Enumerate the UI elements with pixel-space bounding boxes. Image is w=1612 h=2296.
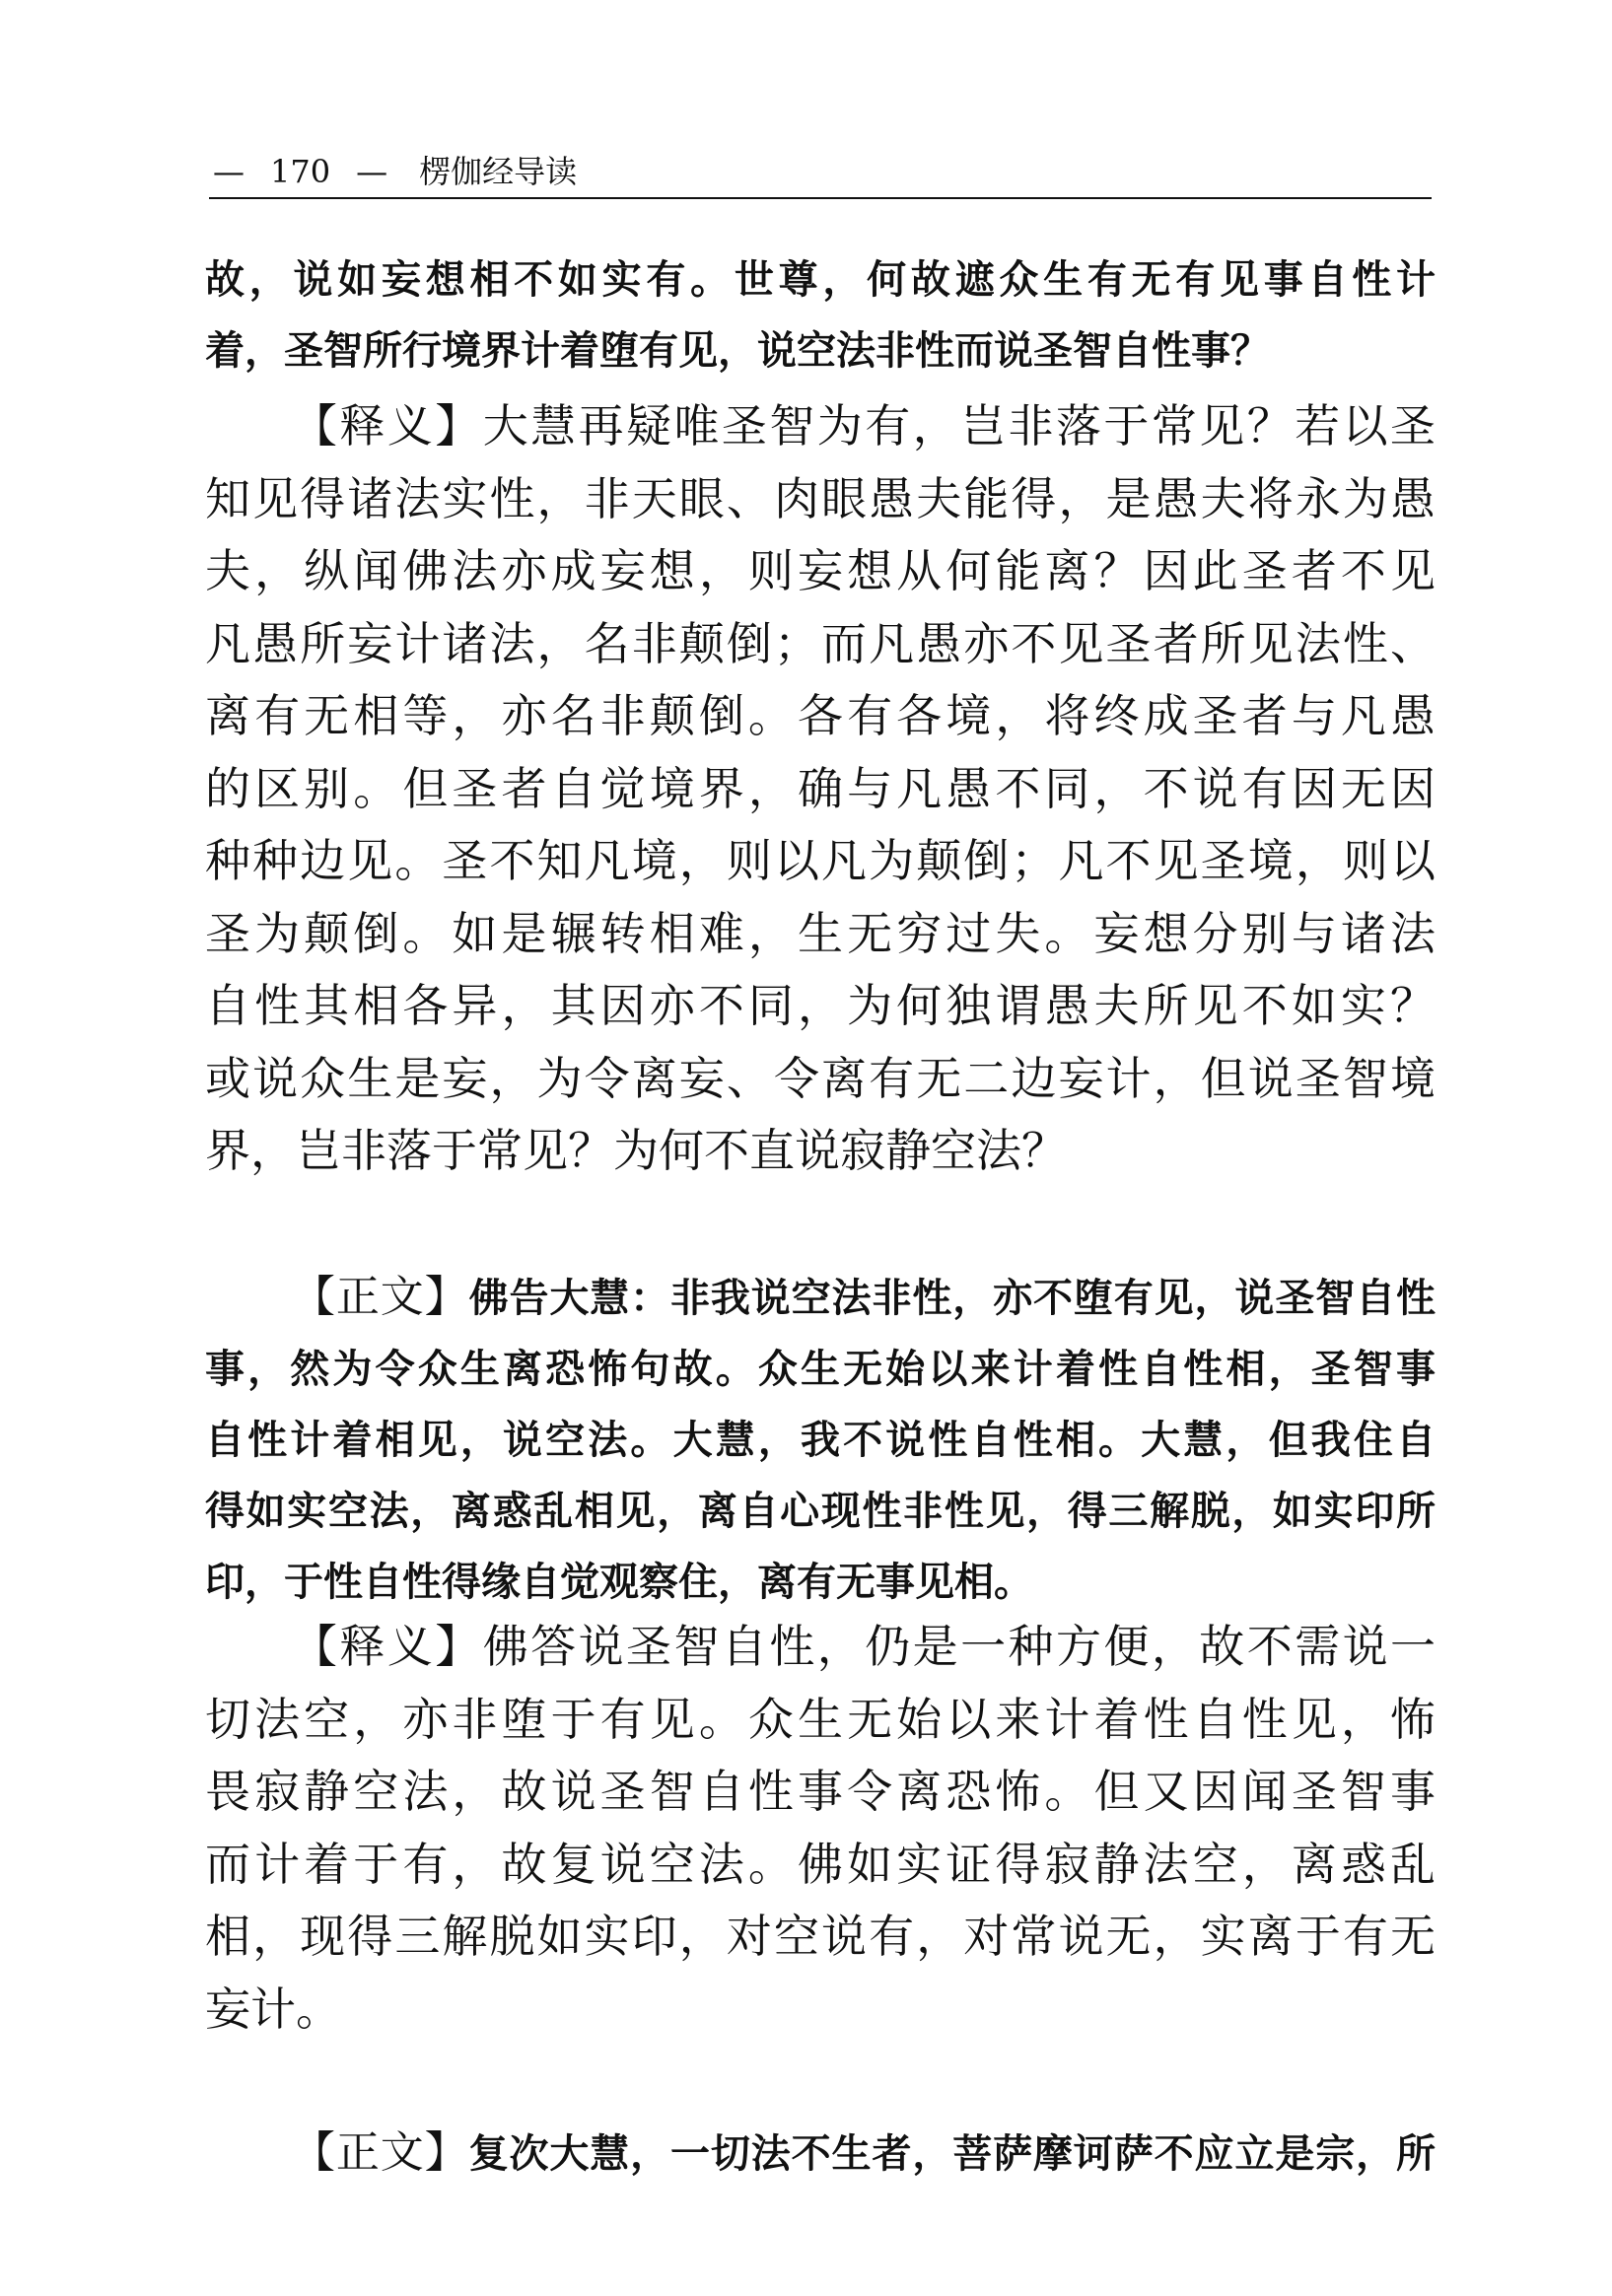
text-line: 印，于性自性得缘自觉观察住，离有无事见相。	[205, 1560, 1033, 1605]
main-text-tag: 【正文】	[292, 2127, 469, 2178]
main-text-2	[205, 1262, 1436, 1618]
header-dash-right: —	[356, 153, 388, 190]
main-text-tag: 【正文】	[292, 1272, 469, 1322]
text-line: 种种边见。圣不知凡境，则以凡为颠倒；凡不见圣境，则以	[205, 834, 1436, 887]
text-line: 的区别。但圣者自觉境界，确与凡愚不同，不说有因无因	[205, 761, 1436, 815]
text-line: 夫，纵闻佛法亦成妄想，则妄想从何能离？因此圣者不见	[205, 544, 1436, 597]
text-line: 【正文】复次大慧，一切法不生者，菩萨摩诃萨不应立是宗，所	[292, 2127, 1436, 2178]
text-line: 【释义】佛答说圣智自性，仍是一种方便，故不需说一	[292, 1620, 1436, 1673]
text-line: 知见得诸法实性，非天眼、肉眼愚夫能得，是愚夫将永为愚	[205, 471, 1436, 525]
text-line: 或说众生是妄，为令离妄、令离有无二边妄计，但说圣智境	[205, 1051, 1436, 1105]
text-line: 相，现得三解脱如实印，对空说有，对常说无，实离于有无	[205, 1910, 1436, 1963]
header-rule	[209, 197, 1432, 199]
text-line: 【释义】大慧再疑唯圣智为有，岂非落于常见？若以圣	[292, 399, 1436, 452]
page-number: 170	[270, 153, 331, 190]
text-line: 自性计着相见，说空法。大慧，我不说性自性相。大慧，但我住自	[205, 1418, 1436, 1463]
text-line: 圣为颠倒。如是辗转相难，生无穷过失。妄想分别与诸法	[205, 906, 1436, 960]
text-line: 事，然为令众生离恐怖句故。众生无始以来计着性自性相，圣智事	[205, 1347, 1436, 1392]
text-line: 得如实空法，离惑乱相见，离自心现性非性见，得三解脱，如实印所	[205, 1489, 1436, 1534]
text-line: 界，岂非落于常见？为何不直说寂静空法？	[205, 1124, 1067, 1177]
main-text-3	[205, 2118, 1436, 2190]
text-line: 离有无相等，亦名非颠倒。各有各境，将终成圣者与凡愚	[205, 689, 1436, 742]
book-title: 楞伽经导读	[419, 153, 578, 190]
text-line: 妄计。	[205, 1982, 341, 2036]
running-header	[209, 148, 1432, 195]
main-text-continued	[205, 244, 1436, 386]
interpretation-1	[205, 390, 1436, 1188]
text-line: 【正文】佛告大慧：非我说空法非性，亦不堕有见，说圣智自性	[292, 1272, 1436, 1322]
text-line: 而计着于有，故复说空法。佛如实证得寂静法空，离惑乱	[205, 1837, 1436, 1891]
text-line: 畏寂静空法，故说圣智自性事令离恐怖。但又因闻圣智事	[205, 1765, 1436, 1818]
text-line: 故，说如妄想相不如实有。世尊，何故遮众生有无有见事自性计	[205, 257, 1436, 303]
text-line: 自性其相各异，其因亦不同，为何独谓愚夫所见不如实？	[205, 979, 1436, 1032]
header-dash-left: —	[213, 153, 245, 190]
interpretation-tag: 【释义】	[292, 399, 483, 452]
interpretation-2	[205, 1611, 1436, 2046]
text-line: 凡愚所妄计诸法，名非颠倒；而凡愚亦不见圣者所见法性、	[205, 616, 1436, 670]
text-line: 着，圣智所行境界计着堕有见，说空法非性而说圣智自性事？	[205, 328, 1270, 374]
interpretation-tag: 【释义】	[292, 1620, 483, 1673]
text-line: 切法空，亦非堕于有见。众生无始以来计着性自性见，怖	[205, 1692, 1436, 1746]
